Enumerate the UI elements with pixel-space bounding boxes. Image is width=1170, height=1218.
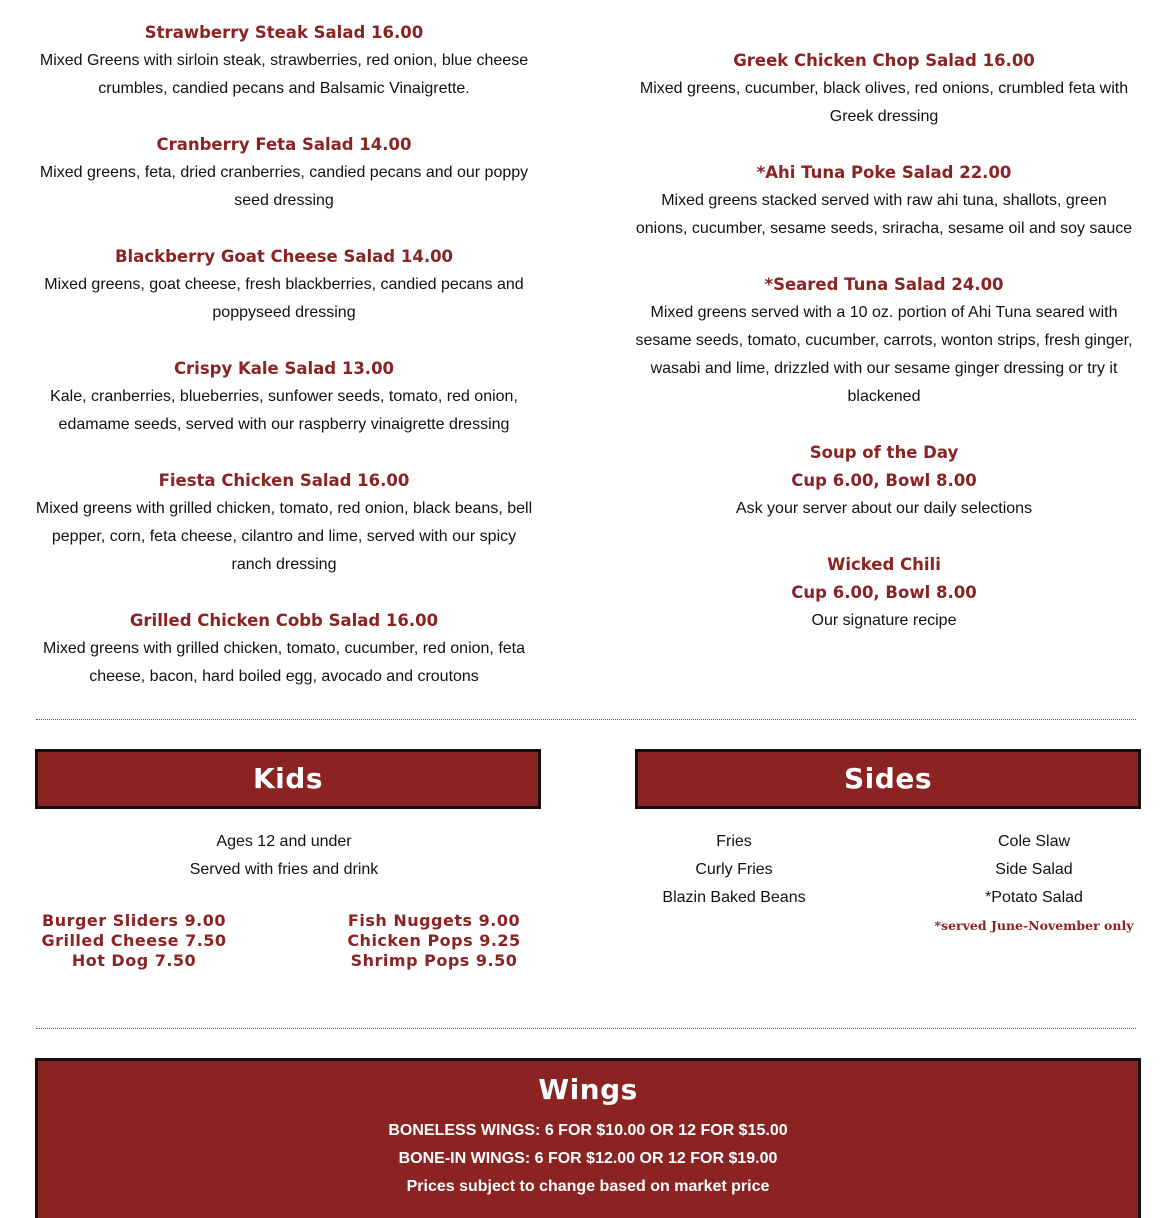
- item-title: *Seared Tuna Salad 24.00: [764, 275, 1004, 294]
- menu-item: [34, 467, 534, 579]
- sides-note: *served June-November only: [934, 918, 1134, 933]
- wings-heading: Wings: [538, 1073, 638, 1106]
- chili-description: Our signature recipe: [811, 612, 957, 629]
- kids-item: Hot Dog 7.50: [71, 951, 197, 970]
- menu-item: [634, 271, 1134, 411]
- kids-banner: [35, 749, 541, 809]
- sides-right-items: [934, 828, 1134, 933]
- item-description: Mixed greens with grilled chicken, tomato, red onion, black beans, bell pepper, corn, feta cheese, cilantro and lime, served with our spicy ranch dressing: [35, 500, 533, 573]
- item-title: Crispy Kale Salad 13.00: [173, 359, 395, 378]
- item-description: Mixed greens served with a 10 oz. portion of Ahi Tuna seared with sesame seeds, tomato, cucumber, carrots, wonton strips, fresh ginger, wasabi and lime, drizzled with our sesame ginger dressing or try it blackened: [635, 304, 1133, 405]
- sides-banner: [635, 749, 1141, 809]
- kids-item: Shrimp Pops 9.50: [350, 951, 518, 970]
- item-title: Fiesta Chicken Salad 16.00: [158, 471, 410, 490]
- soup-item: [634, 439, 1134, 523]
- salads-right-column: [634, 47, 1134, 663]
- kids-left-items: [34, 911, 234, 971]
- menu-item: [34, 355, 534, 439]
- bone-in-wings-line: BONE-IN WINGS: 6 FOR $12.00 OR 12 FOR $19.00: [398, 1150, 778, 1167]
- side-item: Cole Slaw: [997, 833, 1071, 850]
- wings-banner: [35, 1058, 1141, 1218]
- kids-item: Grilled Cheese 7.50: [41, 931, 227, 950]
- section-divider: [36, 719, 1136, 720]
- menu-item: [34, 19, 534, 103]
- item-title: Grilled Chicken Cobb Salad 16.00: [129, 611, 439, 630]
- side-item: *Potato Salad: [985, 889, 1083, 906]
- section-divider: [36, 1028, 1136, 1029]
- kids-served-line: Served with fries and drink: [189, 861, 379, 878]
- menu-item: [34, 607, 534, 691]
- sides-left-items: [634, 828, 834, 912]
- kids-item: Fish Nuggets 9.00: [347, 911, 521, 930]
- item-title: Blackberry Goat Cheese Salad 14.00: [114, 247, 454, 266]
- item-title: Greek Chicken Chop Salad 16.00: [733, 51, 1035, 70]
- salads-left-column: [34, 19, 534, 719]
- soup-title: Soup of the Day: [809, 443, 959, 462]
- soup-price: Cup 6.00, Bowl 8.00: [791, 471, 977, 490]
- soup-description: Ask your server about our daily selections: [735, 500, 1033, 517]
- kids-item: Burger Sliders 9.00: [42, 911, 226, 930]
- item-description: Mixed greens with grilled chicken, tomato, cucumber, red onion, feta cheese, bacon, hard boiled egg, avocado and croutons: [42, 640, 526, 685]
- item-title: Cranberry Feta Salad 14.00: [156, 135, 412, 154]
- kids-item: Chicken Pops 9.25: [347, 931, 521, 950]
- menu-item: [34, 131, 534, 215]
- chili-item: [634, 551, 1134, 635]
- item-description: Mixed greens, cucumber, black olives, red onions, crumbled feta with Greek dressing: [639, 80, 1129, 125]
- side-item: Fries: [716, 833, 752, 850]
- wings-price-note: Prices subject to change based on market price: [406, 1178, 770, 1195]
- item-title: Strawberry Steak Salad 16.00: [144, 23, 424, 42]
- side-item: Blazin Baked Beans: [662, 889, 806, 906]
- menu-item: [34, 243, 534, 327]
- item-title: *Ahi Tuna Poke Salad 22.00: [756, 163, 1012, 182]
- side-item: Side Salad: [995, 861, 1073, 878]
- item-description: Kale, cranberries, blueberries, sunfower seeds, tomato, red onion, edamame seeds, served with our raspberry vinaigrette dressing: [50, 388, 518, 433]
- chili-title: Wicked Chili: [827, 555, 941, 574]
- item-description: Mixed greens, feta, dried cranberries, candied pecans and our poppy seed dressing: [39, 164, 529, 209]
- chili-price: Cup 6.00, Bowl 8.00: [791, 583, 977, 602]
- side-item: Curly Fries: [695, 861, 773, 878]
- kids-info: [34, 828, 534, 884]
- menu-item: [634, 159, 1134, 243]
- kids-age-line: Ages 12 and under: [216, 833, 352, 850]
- kids-right-items: [334, 911, 534, 971]
- item-description: Mixed greens, goat cheese, fresh blackberries, candied pecans and poppyseed dressing: [44, 276, 524, 321]
- sides-heading: Sides: [844, 762, 932, 795]
- kids-heading: Kids: [252, 762, 323, 795]
- boneless-wings-line: BONELESS WINGS: 6 FOR $10.00 OR 12 FOR $15.00: [388, 1122, 788, 1139]
- item-description: Mixed Greens with sirloin steak, strawberries, red onion, blue cheese crumbles, candied pecans and Balsamic Vinaigrette.: [39, 52, 529, 97]
- item-description: Mixed greens stacked served with raw ahi tuna, shallots, green onions, cucumber, sesame seeds, sriracha, sesame oil and soy sauce: [635, 192, 1133, 237]
- menu-item: [634, 47, 1134, 131]
